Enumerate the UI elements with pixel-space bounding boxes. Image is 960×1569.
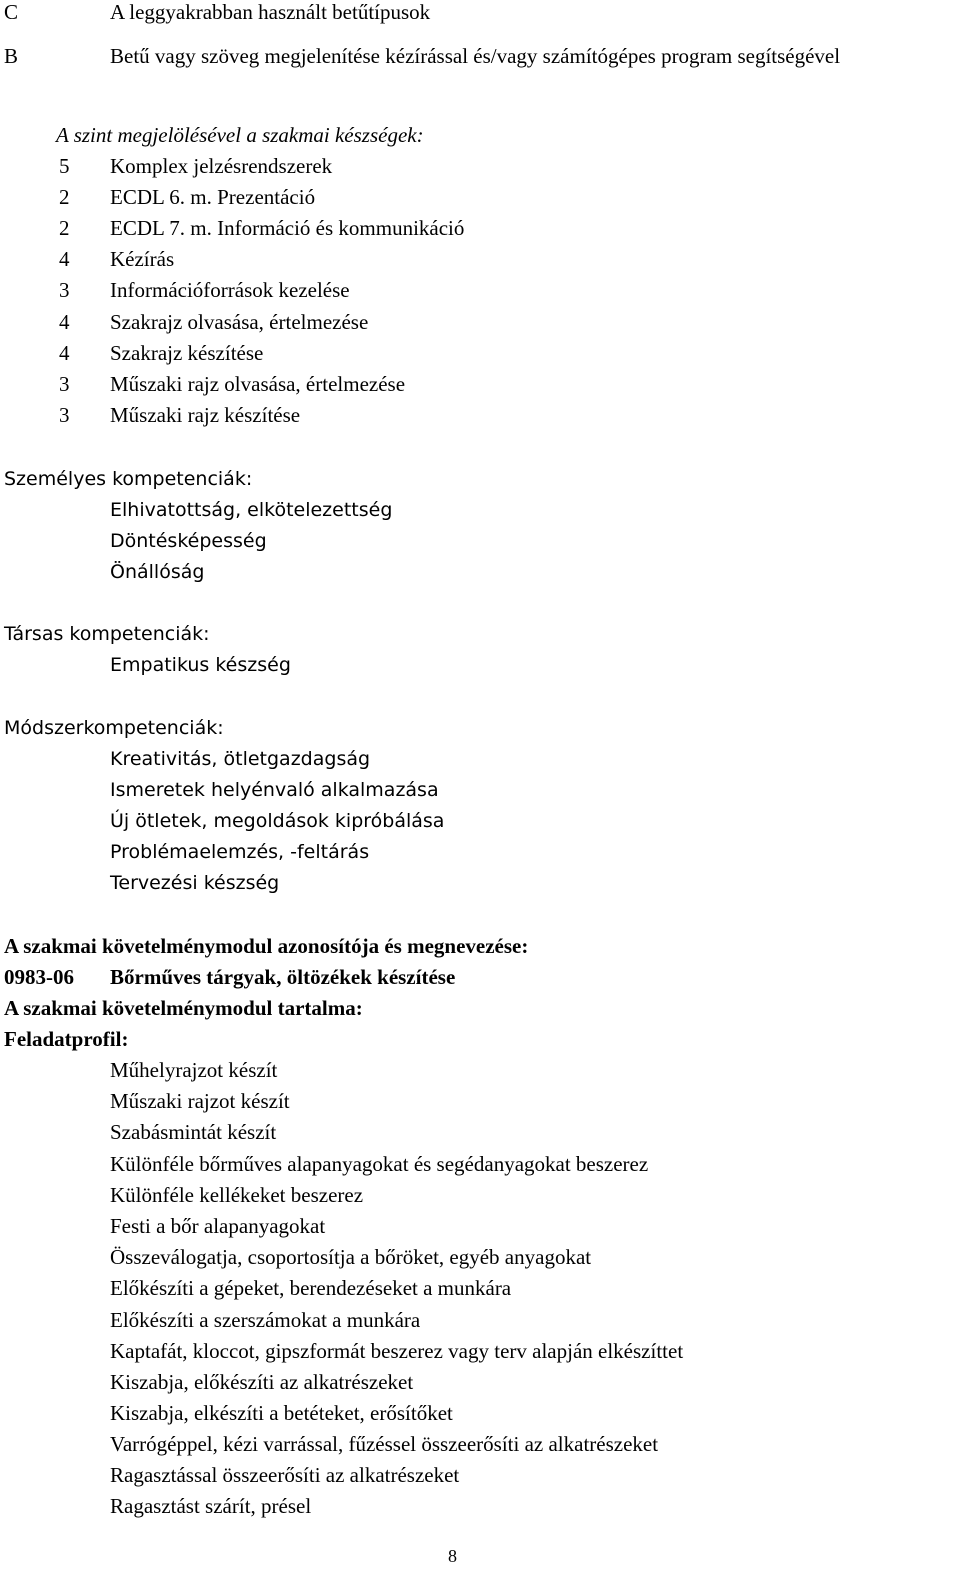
personal-item: Elhivatottság, elkötelezettség bbox=[110, 499, 393, 521]
task-item: Ragasztást szárít, présel bbox=[110, 1494, 312, 1518]
module-id-heading: A szakmai követelménymodul azonosítója és megnevezése: bbox=[4, 934, 529, 958]
skill-level: 5 bbox=[59, 154, 70, 178]
task-item: Műszaki rajzot készít bbox=[110, 1089, 290, 1113]
method-item: Tervezési készség bbox=[110, 872, 280, 894]
skill-text: Műszaki rajz készítése bbox=[110, 403, 301, 427]
skill-text: ECDL 7. m. Információ és kommunikáció bbox=[110, 216, 465, 240]
task-item: Ragasztással összeerősíti az alkatrészeket bbox=[110, 1463, 460, 1487]
skill-text: Információforrások kezelése bbox=[110, 278, 350, 302]
task-item: Összeválogatja, csoportosítja a bőröket, egyéb anyagokat bbox=[110, 1245, 592, 1269]
top-row-code-c: C bbox=[4, 0, 19, 24]
task-item: Varrógéppel, kézi varrással, fűzéssel összeerősíti az alkatrészeket bbox=[110, 1432, 659, 1456]
skill-text: Komplex jelzésrendszerek bbox=[110, 154, 333, 178]
skill-level: 2 bbox=[59, 216, 70, 240]
task-item: Előkészíti a szerszámokat a munkára bbox=[110, 1308, 421, 1332]
personal-item: Önállóság bbox=[110, 561, 205, 583]
task-item: Előkészíti a gépeket, berendezéseket a munkára bbox=[110, 1276, 512, 1300]
task-item: Műhelyrajzot készít bbox=[110, 1058, 278, 1082]
task-item: Kiszabja, elkészíti a betéteket, erősítőket bbox=[110, 1401, 453, 1425]
task-item: Kiszabja, előkészíti az alkatrészeket bbox=[110, 1370, 414, 1394]
top-row-text-b: Betű vagy szöveg megjelenítése kézírással és/vagy számítógépes program segítségével bbox=[110, 44, 841, 68]
skill-level: 4 bbox=[59, 341, 70, 365]
top-row-text-c: A leggyakrabban használt betűtípusok bbox=[110, 0, 431, 24]
skill-level: 4 bbox=[59, 247, 70, 271]
skill-text: Szakrajz készítése bbox=[110, 341, 264, 365]
skill-text: Szakrajz olvasása, értelmezése bbox=[110, 310, 369, 334]
module-code: 0983-06 bbox=[4, 965, 74, 989]
skill-level: 3 bbox=[59, 278, 70, 302]
skill-level: 3 bbox=[59, 403, 70, 427]
task-item: Különféle bőrműves alapanyagokat és segédanyagokat beszerez bbox=[110, 1152, 649, 1176]
personal-heading: Személyes kompetenciák: bbox=[4, 468, 253, 490]
method-item: Kreativitás, ötletgazdagság bbox=[110, 748, 371, 770]
social-heading: Társas kompetenciák: bbox=[4, 623, 210, 645]
skill-level: 3 bbox=[59, 372, 70, 396]
skill-text: Kézírás bbox=[110, 247, 175, 271]
module-content-heading: A szakmai követelménymodul tartalma: bbox=[4, 996, 363, 1020]
skill-text: ECDL 6. m. Prezentáció bbox=[110, 185, 316, 209]
profile-heading: Feladatprofil: bbox=[4, 1027, 129, 1051]
skills-heading: A szint megjelölésével a szakmai készségek: bbox=[56, 123, 424, 147]
personal-item: Döntésképesség bbox=[110, 530, 267, 552]
method-item: Ismeretek helyénvaló alkalmazása bbox=[110, 779, 439, 801]
method-heading: Módszerkompetenciák: bbox=[4, 717, 224, 739]
task-item: Szabásmintát készít bbox=[110, 1120, 277, 1144]
task-item: Kaptafát, kloccot, gipszformát beszerez vagy terv alapján elkészíttet bbox=[110, 1339, 684, 1363]
skill-text: Műszaki rajz olvasása, értelmezése bbox=[110, 372, 406, 396]
skill-level: 2 bbox=[59, 185, 70, 209]
task-item: Festi a bőr alapanyagokat bbox=[110, 1214, 326, 1238]
social-item: Empatikus készség bbox=[110, 654, 291, 676]
module-name: Bőrműves tárgyak, öltözékek készítése bbox=[110, 965, 456, 989]
task-item: Különféle kellékeket beszerez bbox=[110, 1183, 364, 1207]
skill-level: 4 bbox=[59, 310, 70, 334]
method-item: Problémaelemzés, -feltárás bbox=[110, 841, 370, 863]
method-item: Új ötletek, megoldások kipróbálása bbox=[110, 810, 445, 832]
page-number: 8 bbox=[448, 1546, 457, 1566]
top-row-code-b: B bbox=[4, 44, 19, 68]
